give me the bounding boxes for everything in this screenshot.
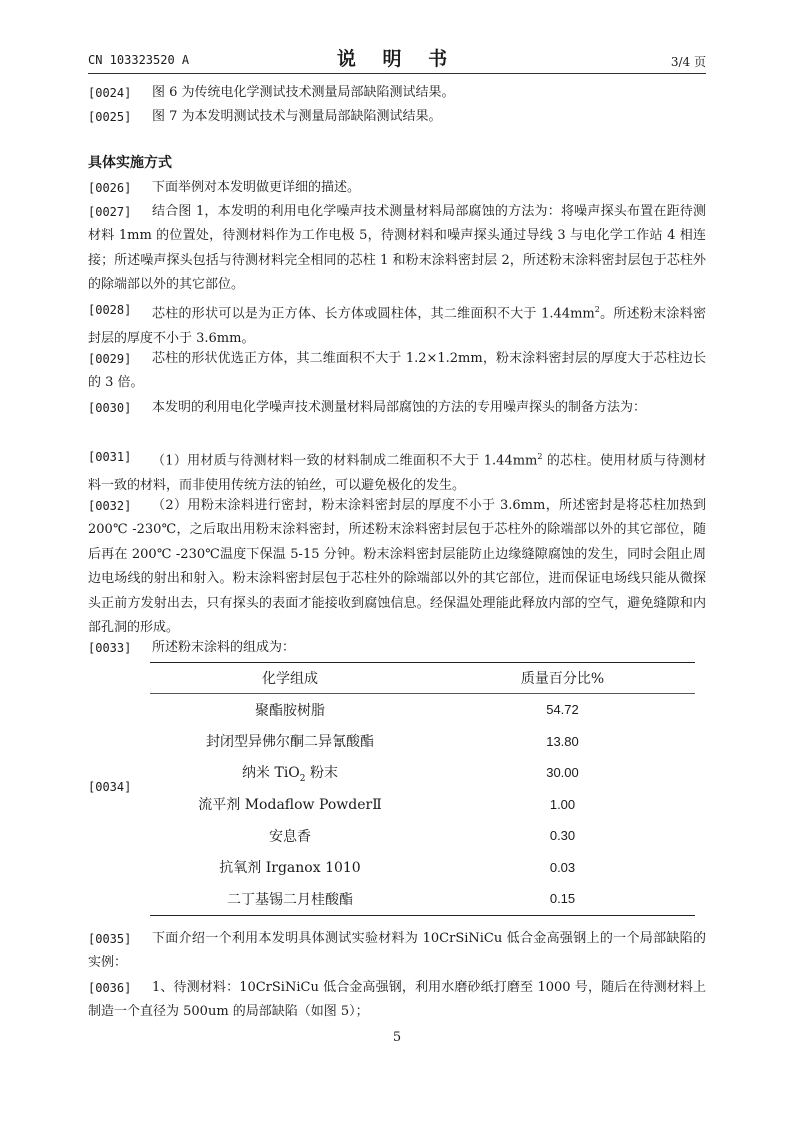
- column-header-composition: 化学组成: [262, 671, 318, 687]
- page-number: 5: [392, 1030, 402, 1045]
- superscript: 2: [594, 305, 600, 314]
- table-row: [150, 757, 695, 789]
- paragraph-number: [0030]: [88, 401, 132, 415]
- component-name: 二丁基锡二月桂酸酯: [227, 891, 353, 908]
- table-bottom-rule: [150, 915, 695, 916]
- paragraph-number: [0025]: [88, 110, 132, 124]
- paragraph-number: [0028]: [88, 303, 132, 317]
- component-name: 抗氧剂 Irganox 1010: [219, 860, 361, 877]
- table-header-row: [150, 663, 695, 693]
- paragraph-number: [0032]: [88, 499, 132, 513]
- component-name: 聚酯胺树脂: [255, 702, 325, 719]
- paragraph-0029: [88, 347, 706, 396]
- page-title: 说 明 书: [336, 48, 458, 70]
- paragraph-text: 所述粉末涂料的组成为：: [152, 640, 296, 655]
- superscript: 2: [537, 452, 543, 461]
- text-segment: 的芯柱。使用材质与待测材料一致的材料，而非使用传统方法的铂丝，可以避免极化的发生。: [88, 453, 706, 493]
- component-percent: 1.00: [549, 796, 576, 812]
- paragraph-text: 图 7 为本发明测试技术与测量局部缺陷测试结果。: [152, 109, 442, 124]
- paragraph-text: （2）用粉末涂料进行密封，粉末涂料密封层的厚度不小于 3.6mm，所述密封是将芯柱加热到 200℃ -230℃，之后取出用粉末涂料密封，所述粉末涂料密封层包于芯柱外的除端部以外的其它部位，随后再在 200℃ -230℃温度下保温 5-15 分钟。粉末涂料密封层能防止边缘缝隙腐蚀的发生，同时会阻止周边电场线的射出和射入。粉末涂料密封层包于芯柱外的除端部以外的其它部位，进而保证电场线只能从微探头正前方发射出去，只有探头的表面才能接收到腐蚀信息。经保温处理能此释放内部的空气，避免缝隙和内部孔洞的形成。: [88, 498, 706, 636]
- column-header-mass-percent: 质量百分比%: [520, 671, 605, 687]
- paragraph-text: 本发明的利用电化学噪声技术测量材料局部腐蚀的方法的专用噪声探头的制备方法为：: [152, 400, 647, 415]
- paragraph-text: 下面举例对本发明做更详细的描述。: [152, 180, 361, 195]
- table-row: [150, 726, 695, 758]
- paragraph-0030: [88, 396, 706, 420]
- paragraph-number: [0024]: [88, 86, 132, 100]
- table-paragraph-number: [0034]: [88, 780, 132, 794]
- component-percent: 0.30: [549, 828, 576, 844]
- text-segment: 纳米 TiO: [242, 764, 300, 781]
- paragraph-number: [0035]: [88, 932, 132, 946]
- text-segment: 。所述粉末涂料密封层的厚度不小于 3.6mm。: [88, 306, 706, 346]
- paragraph-text: 下面介绍一个利用本发明具体测试实验材料为 10CrSiNiCu 低合金高强钢上的一个局部缺陷的实例：: [88, 931, 706, 971]
- component-name: 流平剂 Modaflow PowderⅡ: [198, 797, 382, 814]
- paragraph-number: [0029]: [88, 352, 132, 366]
- table-row: [150, 883, 695, 915]
- subscript: 2: [299, 773, 306, 784]
- paragraph-0035: [88, 927, 706, 976]
- paragraph-text: 1、待测材料：10CrSiNiCu 低合金高强钢，利用水磨砂纸打磨至 1000 号，随后在待测材料上制造一个直径为 500um 的局部缺陷（如图 5）；: [88, 980, 706, 1020]
- component-name: 封闭型异佛尔酮二异氰酸酯: [206, 734, 374, 751]
- paragraph-0026: [88, 176, 706, 200]
- paragraph-0031: [88, 445, 706, 498]
- patent-number: CN 103323520 A: [88, 53, 190, 67]
- paragraph-0027: [88, 200, 706, 298]
- paragraph-0025: [88, 105, 706, 129]
- paragraph-number: [0026]: [88, 181, 132, 195]
- paragraph-text: [88, 445, 706, 498]
- paragraph-number: [0027]: [88, 205, 132, 219]
- header-rule: [88, 73, 706, 74]
- table-row: [150, 820, 695, 852]
- text-segment: 粉末: [305, 764, 338, 781]
- paragraph-number: [0031]: [88, 450, 132, 464]
- section-heading: 具体实施方式: [88, 155, 172, 171]
- paragraph-text: 芯柱的形状优选正方体，其二维面积不大于 1.2×1.2mm，粉末涂料密封层的厚度大于芯柱边长的 3 倍。: [88, 351, 706, 391]
- paragraph-0024: [88, 81, 706, 105]
- table-row: [150, 852, 695, 884]
- component-percent: 54.72: [546, 702, 579, 718]
- paragraph-0032: [88, 494, 706, 640]
- paragraph-0036: [88, 976, 706, 1025]
- component-name: 安息香: [269, 828, 311, 845]
- paragraph-0028: [88, 298, 706, 351]
- component-percent: 13.80: [546, 733, 579, 749]
- component-percent: 0.03: [549, 859, 576, 875]
- text-segment: 芯柱的形状可以是为正方体、长方体或圆柱体，其二维面积不大于 1.44mm: [152, 306, 595, 322]
- component-name: [150, 762, 430, 784]
- paragraph-number: [0036]: [88, 981, 132, 995]
- paragraph-text: [88, 298, 706, 351]
- paragraph-text: 图 6 为传统电化学测试技术测量局部缺陷测试结果。: [152, 85, 455, 100]
- text-segment: （1）用材质与待测材料一致的材料制成二维面积不大于 1.44mm: [152, 453, 538, 469]
- paragraph-0033: [88, 636, 706, 660]
- component-percent: 0.15: [549, 891, 576, 907]
- table-row: [150, 789, 695, 821]
- composition-table: [150, 662, 695, 916]
- paragraph-text: 结合图 1，本发明的利用电化学噪声技术测量材料局部腐蚀的方法为：将噪声探头布置在距待测材料 1mm 的位置处，待测材料作为工作电极 5，待测材料和噪声探头通过导线 3 与电化学工作站 4 相连接；所述噪声探头包括与待测材料完全相同的芯柱 1 和粉末涂料密封层 2，所述粉末涂料密封层包于芯柱外的除端部以外的其它部位。: [88, 204, 706, 293]
- table-row: [150, 694, 695, 726]
- paragraph-number: [0033]: [88, 641, 132, 655]
- page-of-indicator: 3/4 页: [670, 55, 706, 69]
- component-percent: 30.00: [546, 765, 579, 781]
